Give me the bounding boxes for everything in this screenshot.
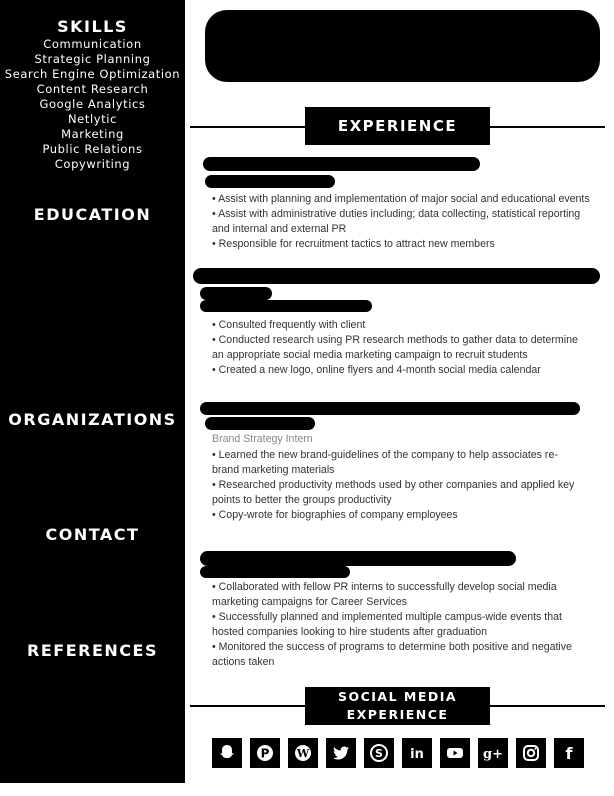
job4-bullet: • Successfully planned and implemented multiple campus-wide events that [212,611,562,623]
linkedin-icon [402,738,432,768]
job2-title-redaction [193,268,600,284]
job1-bullet: and internal and external PR [212,223,347,235]
job3-title-redaction [200,402,580,415]
social-icons-row [212,738,584,768]
wordpress-glyph: W [296,747,310,760]
job4-date-redaction [200,566,350,578]
sidebar [0,0,185,783]
job2-bullet: • Conducted research using PR research methods to gather data to determine [212,334,578,346]
job4-bullet: hosted companies looking to hire students after graduation [212,626,488,638]
job1-title-redaction [203,157,480,171]
job3-role: Brand Strategy Intern [212,433,313,445]
social-heading-line1: SOCIAL MEDIA [337,689,458,704]
job3-bullet: brand marketing materials [212,464,335,476]
skill-item: Content Research [36,82,149,96]
job2-role-redaction [200,300,372,312]
social-heading-line2: EXPERIENCE [346,707,449,722]
job4-title-redaction [200,551,516,566]
youtube-icon [440,738,470,768]
skype-icon [364,738,394,768]
job1-bullet: • Assist with administrative duties including; data collecting, statistical reporting [212,208,581,220]
job3-bullet: • Copy-wrote for biographies of company employees [212,509,458,521]
education-heading: EDUCATION [33,205,152,224]
name-redaction [205,10,600,82]
job1-bullet: • Assist with planning and implementation of major social and educational events [212,193,590,205]
wordpress-icon [288,738,318,768]
job3-bullet: • Learned the new brand-guidelines of the company to help associates re- [212,449,558,461]
skill-item: Communication [43,37,142,51]
skype-glyph: S [375,747,383,760]
facebook-glyph: f [565,744,573,763]
organizations-heading: ORGANIZATIONS [8,410,177,429]
skill-item: Public Relations [42,142,143,156]
skill-item: Marketing [61,127,124,141]
job2-bullet: an appropriate social media marketing campaign to recruit students [212,349,528,361]
job4-bullet: actions taken [212,656,275,668]
skill-item: Netlytic [67,112,117,126]
skills-list [0,37,185,172]
job4-bullet: • Collaborated with fellow PR interns to successfully develop social media [212,581,557,593]
skills-heading: SKILLS [57,17,128,36]
job2-date-redaction [200,287,272,300]
twitter-icon [326,738,356,768]
skill-item: Search Engine Optimization [4,67,181,81]
job4-bullet: • Monitored the success of programs to determine both positive and negative [212,641,572,653]
job2-bullet: • Created a new logo, online flyers and 4-month social media calendar [212,364,541,376]
job1-bullet: • Responsible for recruitment tactics to attract new members [212,238,495,250]
job2-bullet: • Consulted frequently with client [212,319,366,331]
job3-bullet: points to better the groups productivity [212,494,392,506]
social-media-heading [305,687,490,725]
facebook-icon [554,738,584,768]
references-heading: REFERENCES [27,641,158,660]
google-plus-glyph: g+ [483,747,503,762]
linkedin-glyph: in [410,747,424,762]
google-plus-icon [478,738,508,768]
job3-bullet: • Researched productivity methods used by other companies and applied key [212,479,575,491]
contact-heading: CONTACT [45,525,140,544]
job1-date-redaction [205,175,335,188]
pinterest-glyph: P [260,746,270,761]
pinterest-icon [250,738,280,768]
skill-item: Google Analytics [39,97,146,111]
job3-date-redaction [205,417,315,430]
snapchat-icon [212,738,242,768]
skill-item: Copywriting [54,157,131,171]
instagram-icon [516,738,546,768]
skill-item: Strategic Planning [34,52,151,66]
job4-bullet: marketing campaigns for Career Services [212,596,407,608]
experience-heading: EXPERIENCE [305,107,490,145]
